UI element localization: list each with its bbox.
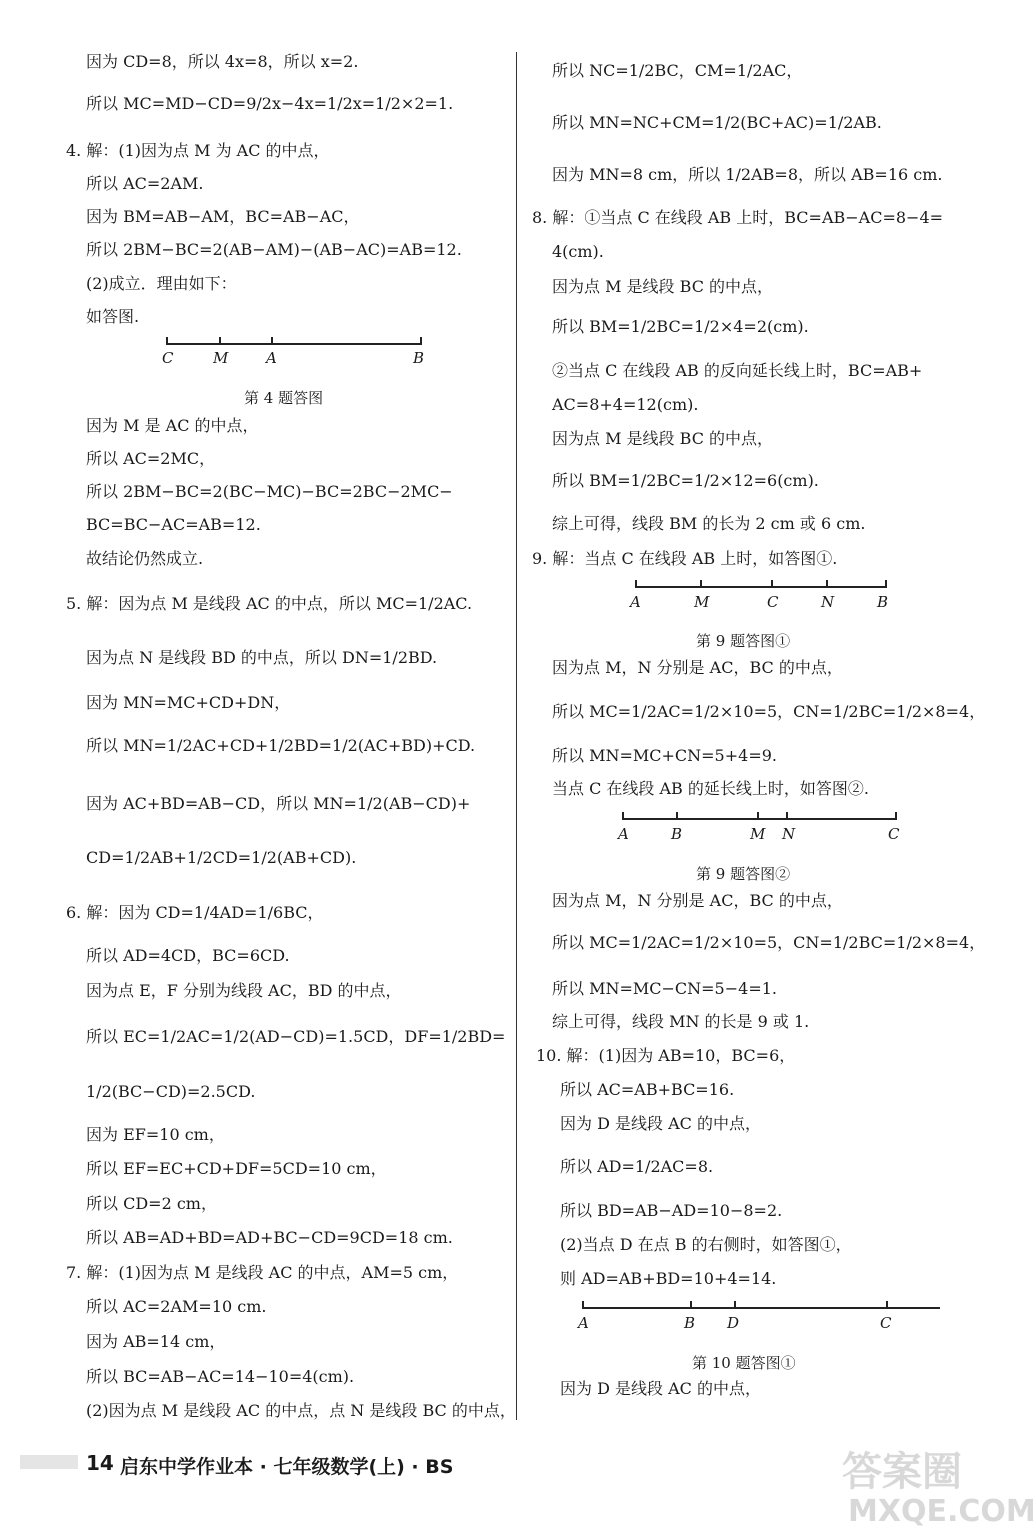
- tick: [700, 580, 702, 588]
- point-label: M: [750, 825, 766, 843]
- text-line: 所以 AC=2AM.: [86, 174, 204, 193]
- point-label: A: [630, 593, 641, 611]
- figure-caption: 第 9 题答图①: [696, 632, 791, 650]
- text-line: 所以 MN=NC+CM=1/2(BC+AC)=1/2AB.: [552, 113, 882, 132]
- text-line: 因为 M 是 AC 的中点，: [86, 416, 259, 435]
- segment-line: [166, 343, 422, 345]
- text-line: 因为点 M 是线段 BC 的中点，: [552, 277, 774, 296]
- tick: [690, 1301, 692, 1309]
- tick: [635, 580, 637, 588]
- text-line: 故结论仍然成立.: [86, 549, 204, 568]
- tick: [420, 337, 422, 345]
- text-line: 因为 EF=10 cm，: [86, 1125, 225, 1144]
- tick: [895, 812, 897, 820]
- text-line: ②当点 C 在线段 AB 的反向延长线上时，BC=AB+: [552, 361, 923, 380]
- text-line: 5. 解：因为点 M 是线段 AC 的中点，所以 MC=1/2AC.: [66, 594, 473, 613]
- text-line: 所以 2BM−BC=2(AB−AM)−(AB−AC)=AB=12.: [86, 240, 462, 259]
- text-line: 因为点 M 是线段 BC 的中点，: [552, 429, 774, 448]
- book-title: 启东中学作业本 · 七年级数学(上) · BS: [120, 1456, 454, 1478]
- segment-line: [635, 586, 887, 588]
- text-line: 则 AD=AB+BD=10+4=14.: [560, 1269, 777, 1288]
- text-line: 综上可得，线段 BM 的长为 2 cm 或 6 cm.: [552, 514, 866, 533]
- figure-caption: 第 9 题答图②: [696, 865, 791, 883]
- text-line: 所以 AC=AB+BC=16.: [560, 1080, 735, 1099]
- point-label: A: [618, 825, 629, 843]
- text-line: (2)成立．理由如下：: [86, 274, 237, 293]
- point-label: M: [694, 593, 710, 611]
- column-divider: [516, 52, 517, 1420]
- text-line: 所以 NC=1/2BC，CM=1/2AC，: [552, 61, 803, 80]
- point-label: B: [684, 1314, 696, 1332]
- text-line: 所以 BM=1/2BC=1/2×12=6(cm).: [552, 471, 819, 490]
- text-line: 所以 AC=2AM=10 cm.: [86, 1297, 267, 1316]
- text-line: BC=BC−AC=AB=12.: [86, 515, 261, 534]
- tick: [166, 337, 168, 345]
- text-line: 所以 MN=MC+CN=5+4=9.: [552, 746, 777, 765]
- text-line: 6. 解：因为 CD=1/4AD=1/6BC，: [66, 903, 324, 922]
- text-line: 如答图.: [86, 307, 140, 326]
- text-line: 因为 BM=AB−AM，BC=AB−AC，: [86, 207, 360, 226]
- text-line: 所以 EF=EC+CD+DF=5CD=10 cm，: [86, 1159, 387, 1178]
- point-label: N: [821, 593, 835, 611]
- text-line: 4. 解：(1)因为点 M 为 AC 的中点，: [66, 141, 330, 160]
- text-line: 因为 MN=MC+CD+DN，: [86, 693, 291, 712]
- text-line: (2)当点 D 在点 B 的右侧时，如答图①，: [560, 1235, 852, 1254]
- footer-bar: [20, 1455, 78, 1469]
- text-line: 所以 2BM−BC=2(BC−MC)−BC=2BC−2MC−: [86, 482, 453, 501]
- text-line: 因为 D 是线段 AC 的中点，: [560, 1114, 761, 1133]
- text-line: 所以 AB=AD+BD=AD+BC−CD=9CD=18 cm.: [86, 1228, 453, 1247]
- text-line: 10. 解：(1)因为 AB=10，BC=6，: [536, 1046, 796, 1065]
- text-line: 因为 AB=14 cm，: [86, 1332, 226, 1351]
- text-line: 7. 解：(1)因为点 M 是线段 AC 的中点，AM=5 cm，: [66, 1263, 459, 1282]
- page-number: 14: [86, 1451, 114, 1475]
- tick: [271, 337, 273, 345]
- tick: [826, 580, 828, 588]
- point-label: C: [162, 349, 174, 367]
- point-label: B: [671, 825, 683, 843]
- segment-line: [622, 818, 897, 820]
- text-line: 因为 CD=8，所以 4x=8，所以 x=2.: [86, 52, 359, 71]
- point-label: C: [767, 593, 779, 611]
- text-line: 因为 AC+BD=AB−CD，所以 MN=1/2(AB−CD)+: [86, 794, 471, 813]
- tick: [885, 580, 887, 588]
- text-line: 9. 解：当点 C 在线段 AB 上时，如答图①.: [532, 549, 838, 568]
- text-line: 因为点 E，F 分别为线段 AC，BD 的中点，: [86, 981, 402, 1000]
- tick: [771, 580, 773, 588]
- text-line: 因为点 M，N 分别是 AC，BC 的中点，: [552, 891, 843, 910]
- figure-caption: 第 4 题答图: [244, 389, 324, 407]
- tick: [582, 1301, 584, 1309]
- text-line: 所以 MN=MC−CN=5−4=1.: [552, 979, 777, 998]
- text-line: 所以 EC=1/2AC=1/2(AD−CD)=1.5CD，DF=1/2BD=: [86, 1027, 506, 1046]
- text-line: 所以 BM=1/2BC=1/2×4=2(cm).: [552, 317, 809, 336]
- text-line: CD=1/2AB+1/2CD=1/2(AB+CD).: [86, 848, 357, 867]
- point-label: B: [877, 593, 889, 611]
- text-line: 所以 MC=1/2AC=1/2×10=5，CN=1/2BC=1/2×8=4，: [552, 933, 986, 952]
- text-line: 8. 解：①当点 C 在线段 AB 上时，BC=AB−AC=8−4=: [532, 208, 944, 227]
- tick: [786, 812, 788, 820]
- figure-caption: 第 10 题答图①: [692, 1354, 796, 1372]
- text-line: 1/2(BC−CD)=2.5CD.: [86, 1082, 256, 1101]
- watermark-logo: 答案圈: [842, 1449, 962, 1495]
- text-line: 所以 MN=1/2AC+CD+1/2BD=1/2(AC+BD)+CD.: [86, 736, 476, 755]
- text-line: 所以 AD=1/2AC=8.: [560, 1157, 714, 1176]
- text-line: 因为点 M，N 分别是 AC，BC 的中点，: [552, 658, 843, 677]
- text-line: AC=8+4=12(cm).: [552, 395, 699, 414]
- text-line: 所以 MC=MD−CD=9/2x−4x=1/2x=1/2×2=1.: [86, 94, 454, 113]
- text-line: 所以 AC=2MC，: [86, 449, 216, 468]
- point-label: N: [782, 825, 796, 843]
- point-label: A: [266, 349, 277, 367]
- text-line: 因为 D 是线段 AC 的中点，: [560, 1379, 761, 1398]
- point-label: A: [578, 1314, 589, 1332]
- tick: [676, 812, 678, 820]
- point-label: C: [888, 825, 900, 843]
- tick: [757, 812, 759, 820]
- point-label: C: [880, 1314, 892, 1332]
- text-line: 所以 BD=AB−AD=10−8=2.: [560, 1201, 783, 1220]
- tick: [886, 1301, 888, 1309]
- tick: [734, 1301, 736, 1309]
- point-label: B: [413, 349, 425, 367]
- tick: [219, 337, 221, 345]
- point-label: D: [727, 1314, 740, 1332]
- text-line: 所以 MC=1/2AC=1/2×10=5，CN=1/2BC=1/2×8=4，: [552, 702, 986, 721]
- text-line: 所以 BC=AB−AC=14−10=4(cm).: [86, 1367, 355, 1386]
- text-line: (2)因为点 M 是线段 AC 的中点，点 N 是线段 BC 的中点，: [86, 1401, 516, 1420]
- text-line: 所以 CD=2 cm，: [86, 1194, 217, 1213]
- text-line: 4(cm).: [552, 242, 604, 261]
- text-line: 当点 C 在线段 AB 的延长线上时，如答图②.: [552, 779, 869, 798]
- tick: [622, 812, 624, 820]
- point-label: M: [213, 349, 229, 367]
- text-line: 因为点 N 是线段 BD 的中点，所以 DN=1/2BD.: [86, 648, 438, 667]
- text-line: 所以 AD=4CD，BC=6CD.: [86, 946, 290, 965]
- text-line: 因为 MN=8 cm，所以 1/2AB=8，所以 AB=16 cm.: [552, 165, 943, 184]
- watermark-url: MXQE.COM: [848, 1494, 1036, 1529]
- text-line: 综上可得，线段 MN 的长是 9 或 1.: [552, 1012, 810, 1031]
